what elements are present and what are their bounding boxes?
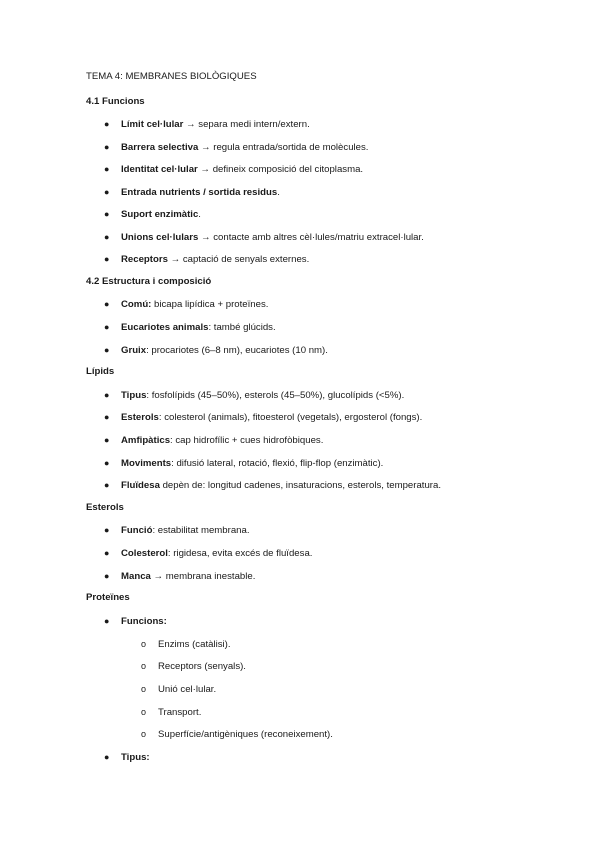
bullet-icon: ● [104, 435, 110, 445]
bullet-icon: ● [104, 752, 110, 762]
item-text: : procariotes (6–8 nm), eucariotes (10 nm). [146, 345, 328, 356]
item-term: Esterols [121, 412, 159, 423]
list-item [104, 434, 323, 447]
sub-item-text: Enzims (catàlisi). [158, 639, 231, 650]
sub-list-item [141, 638, 231, 651]
list-item [104, 208, 201, 221]
section-heading-esterols: Esterols [86, 502, 124, 513]
section-heading-proteines: Proteïnes [86, 592, 130, 603]
item-term: Comú: [121, 299, 152, 310]
list-item [104, 186, 280, 199]
list-item [104, 231, 424, 244]
bullet-icon: ● [104, 209, 110, 219]
bullet-icon: ● [104, 480, 110, 490]
item-term: Amfipàtics [121, 435, 171, 446]
list-item [104, 570, 255, 583]
item-term: Eucariotes animals [121, 322, 209, 333]
sub-bullet-icon: o [141, 639, 147, 649]
item-term: Manca [121, 571, 151, 582]
list-item [104, 547, 312, 560]
bullet-icon: ● [104, 232, 110, 242]
bullet-icon: ● [104, 390, 110, 400]
item-text: . [198, 209, 201, 220]
sub-list-item [141, 683, 216, 696]
item-term: Gruix [121, 345, 147, 356]
list-item [104, 457, 383, 470]
item-term: Receptors [121, 254, 168, 265]
list-item [104, 524, 250, 537]
sub-item-text: Receptors (senyals). [158, 661, 246, 672]
item-text: depèn de: longitud cadenes, insaturacions, esterols, temperatura. [159, 480, 441, 491]
item-text: bicapa lipídica + proteïnes. [151, 299, 269, 310]
item-text: → contacte amb altres cèl·lules/matriu extracel·lular. [198, 232, 424, 243]
document-title: TEMA 4: MEMBRANES BIOLÒGIQUES [86, 71, 257, 82]
item-term: Funció [121, 525, 153, 536]
bullet-icon: ● [104, 164, 110, 174]
list-item [104, 163, 363, 176]
list-item [104, 479, 441, 492]
item-term: Funcions: [121, 616, 167, 627]
list-item [104, 411, 422, 424]
sub-item-text: Unió cel·lular. [158, 684, 217, 695]
sub-item-text: Superfície/antigèniques (reconeixement). [158, 729, 333, 740]
bullet-icon: ● [104, 322, 110, 332]
item-text: : estabilitat membrana. [152, 525, 250, 536]
sub-bullet-icon: o [141, 661, 147, 671]
item-text: : colesterol (animals), fitoesterol (vegetals), ergosterol (fongs). [158, 412, 423, 423]
section-heading-lipids: Lípids [86, 366, 115, 377]
bullet-icon: ● [104, 458, 110, 468]
bullet-icon: ● [104, 548, 110, 558]
bullet-icon: ● [104, 254, 110, 264]
sub-list-item [141, 728, 333, 741]
list-item [104, 253, 309, 266]
item-term: Unions cel·lulars [121, 232, 199, 243]
item-term: Suport enzimàtic [121, 209, 199, 220]
item-text: → captació de senyals externes. [167, 254, 310, 265]
list-item [104, 389, 404, 402]
item-term: Tipus: [121, 752, 150, 763]
item-text: : rigidesa, evita excés de fluïdesa. [167, 548, 313, 559]
item-term: Límit cel·lular [121, 119, 184, 130]
list-item [104, 344, 328, 357]
item-text: → separa medi intern/extern. [183, 119, 310, 130]
list-item [104, 751, 150, 764]
item-text: . [277, 187, 280, 198]
item-term: Identitat cel·lular [121, 164, 198, 175]
bullet-icon: ● [104, 571, 110, 581]
bullet-icon: ● [104, 119, 110, 129]
item-term: Tipus [121, 390, 147, 401]
bullet-icon: ● [104, 142, 110, 152]
item-text: → regula entrada/sortida de molècules. [198, 142, 369, 153]
sub-list-item [141, 660, 246, 673]
item-text: : cap hidrofílic + cues hidrofòbiques. [170, 435, 324, 446]
bullet-icon: ● [104, 187, 110, 197]
section-heading-estructura: 4.2 Estructura i composició [86, 276, 212, 287]
section-heading-funcions: 4.1 Funcions [86, 96, 145, 107]
sub-bullet-icon: o [141, 684, 147, 694]
item-term: Barrera selectiva [121, 142, 199, 153]
bullet-icon: ● [104, 299, 110, 309]
list-item [104, 615, 167, 628]
list-item [104, 321, 276, 334]
item-text: : també glúcids. [208, 322, 276, 333]
bullet-icon: ● [104, 345, 110, 355]
sub-bullet-icon: o [141, 707, 147, 717]
item-term: Fluïdesa [121, 480, 160, 491]
list-item [104, 141, 368, 154]
item-text: : difusió lateral, rotació, flexió, flip-flop (enzimàtic). [171, 458, 384, 469]
sub-item-text: Transport. [158, 707, 202, 718]
item-text: : fosfolípids (45–50%), esterols (45–50%), glucolípids (<5%). [146, 390, 405, 401]
list-item [104, 118, 310, 131]
item-term: Entrada nutrients / sortida residus [121, 187, 278, 198]
list-item [104, 298, 268, 311]
bullet-icon: ● [104, 412, 110, 422]
item-term: Moviments [121, 458, 172, 469]
sub-bullet-icon: o [141, 729, 147, 739]
item-text: → membrana inestable. [150, 571, 256, 582]
sub-list-item [141, 706, 201, 719]
item-text: → defineix composició del citoplasma. [197, 164, 364, 175]
bullet-icon: ● [104, 525, 110, 535]
bullet-icon: ● [104, 616, 110, 626]
item-term: Colesterol [121, 548, 168, 559]
